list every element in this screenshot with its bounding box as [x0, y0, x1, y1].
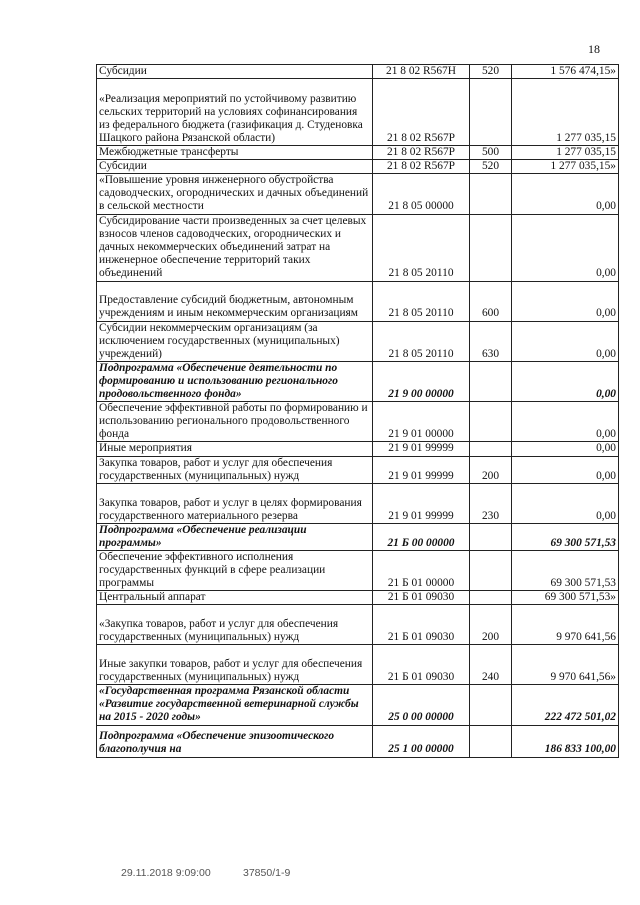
row-sum: 69 300 571,53»	[512, 591, 619, 605]
row-sum: 0,00	[512, 483, 619, 523]
row-type	[470, 550, 512, 590]
row-name: Субсидии	[97, 65, 373, 79]
row-name: Закупка товаров, работ и услуг для обеспечения государственных (муниципальных) нужд	[97, 456, 373, 483]
row-code: 21 Б 00 00000	[373, 523, 470, 550]
row-sum: 69 300 571,53	[512, 550, 619, 590]
row-name: Субсидии	[97, 160, 373, 174]
row-code: 21 9 00 00000	[373, 361, 470, 401]
table-row	[97, 65, 619, 79]
row-type: 230	[470, 483, 512, 523]
row-type: 600	[470, 281, 512, 321]
row-code: 21 9 01 99999	[373, 442, 470, 456]
row-type: 630	[470, 321, 512, 361]
page-number: 18	[588, 42, 600, 56]
table-row	[97, 605, 619, 645]
row-sum: 9 970 641,56»	[512, 645, 619, 685]
row-type: 520	[470, 160, 512, 174]
row-code: 21 Б 01 09030	[373, 605, 470, 645]
row-sum: 0,00	[512, 281, 619, 321]
row-sum: 1 277 035,15	[512, 146, 619, 160]
row-code: 21 9 01 99999	[373, 456, 470, 483]
row-type: 200	[470, 605, 512, 645]
row-type: 520	[470, 65, 512, 79]
row-code: 21 8 05 20110	[373, 214, 470, 281]
footer-doc-number: 37850/1-9	[243, 867, 291, 879]
row-type	[470, 725, 512, 757]
row-type	[470, 591, 512, 605]
table-row	[97, 591, 619, 605]
row-type	[470, 685, 512, 725]
row-name: Центральный аппарат	[97, 591, 373, 605]
row-sum: 1 576 474,15»	[512, 65, 619, 79]
row-name: Субсидирование части произведенных за счет целевых взносов членов садоводческих, огороднических и дачных некоммерческих объединений затрат на инженерное обеспечение территорий таких объединений	[97, 214, 373, 281]
table-row	[97, 685, 619, 725]
row-type	[470, 79, 512, 146]
row-type: 500	[470, 146, 512, 160]
row-name: Предоставление субсидий бюджетным, автономным учреждениям и иным некоммерческим организациям	[97, 281, 373, 321]
table-row	[97, 645, 619, 685]
row-name: Межбюджетные трансферты	[97, 146, 373, 160]
row-code: 21 Б 01 00000	[373, 550, 470, 590]
row-sum: 1 277 035,15	[512, 79, 619, 146]
row-code: 21 8 05 00000	[373, 174, 470, 214]
row-name: Подпрограмма «Обеспечение деятельности по формированию и использованию регионального продовольственного фонда»	[97, 361, 373, 401]
row-code: 21 Б 01 09030	[373, 591, 470, 605]
row-type: 200	[470, 456, 512, 483]
row-sum: 0,00	[512, 174, 619, 214]
table-row	[97, 321, 619, 361]
row-type	[470, 523, 512, 550]
table-row	[97, 456, 619, 483]
row-name: «Закупка товаров, работ и услуг для обеспечения государственных (муниципальных) нужд	[97, 605, 373, 645]
row-sum: 0,00	[512, 402, 619, 442]
table-row	[97, 402, 619, 442]
budget-table	[96, 64, 619, 758]
row-sum: 9 970 641,56	[512, 605, 619, 645]
row-sum: 186 833 100,00	[512, 725, 619, 757]
table-row	[97, 281, 619, 321]
row-name: Иные мероприятия	[97, 442, 373, 456]
row-code: 21 9 01 00000	[373, 402, 470, 442]
row-code: 21 8 02 R567Р	[373, 160, 470, 174]
row-type	[470, 442, 512, 456]
row-sum: 69 300 571,53	[512, 523, 619, 550]
row-code: 25 1 00 00000	[373, 725, 470, 757]
row-sum: 0,00	[512, 321, 619, 361]
row-code: 21 9 01 99999	[373, 483, 470, 523]
row-name: «Государственная программа Рязанской области «Развитие государственной ветеринарной службы на 2015 - 2020 годы»	[97, 685, 373, 725]
row-sum: 1 277 035,15»	[512, 160, 619, 174]
row-type	[470, 174, 512, 214]
row-name: Обеспечение эффективной работы по формированию и использованию регионального продовольственного фонда	[97, 402, 373, 442]
row-code: 25 0 00 00000	[373, 685, 470, 725]
row-sum: 0,00	[512, 442, 619, 456]
row-name: Подпрограмма «Обеспечение реализации программы»	[97, 523, 373, 550]
row-code: 21 8 02 R567Р	[373, 146, 470, 160]
table-row	[97, 214, 619, 281]
row-type	[470, 402, 512, 442]
table-row	[97, 442, 619, 456]
row-sum: 0,00	[512, 456, 619, 483]
row-code: 21 8 05 20110	[373, 281, 470, 321]
row-name: Подпрограмма «Обеспечение эпизоотического благополучия на	[97, 725, 373, 757]
row-code: 21 8 05 20110	[373, 321, 470, 361]
row-code: 21 Б 01 09030	[373, 645, 470, 685]
table-row	[97, 523, 619, 550]
table-row	[97, 79, 619, 146]
table-row	[97, 483, 619, 523]
row-type: 240	[470, 645, 512, 685]
row-sum: 0,00	[512, 361, 619, 401]
table-row	[97, 174, 619, 214]
row-name: «Реализация мероприятий по устойчивому развитию сельских территорий на условиях софинансирования из федерального бюджета (газификация д. Студеновка Шацкого района Рязанской области)	[97, 79, 373, 146]
row-name: Иные закупки товаров, работ и услуг для обеспечения государственных (муниципальных) нужд	[97, 645, 373, 685]
row-name: Обеспечение эффективного исполнения государственных функций в сфере реализации программы	[97, 550, 373, 590]
row-type	[470, 361, 512, 401]
table-row	[97, 146, 619, 160]
row-code: 21 8 02 R567Н	[373, 65, 470, 79]
table-row	[97, 725, 619, 757]
row-type	[470, 214, 512, 281]
row-sum: 222 472 501,02	[512, 685, 619, 725]
row-name: Закупка товаров, работ и услуг в целях формирования государственного материального резерва	[97, 483, 373, 523]
table-row	[97, 550, 619, 590]
table-row	[97, 160, 619, 174]
row-sum: 0,00	[512, 214, 619, 281]
row-code: 21 8 02 R567Р	[373, 79, 470, 146]
row-name: «Повышение уровня инженерного обустройства садоводческих, огороднических и дачных объединений в сельской местности	[97, 174, 373, 214]
footer-timestamp: 29.11.2018 9:09:00	[121, 867, 211, 879]
table-row	[97, 361, 619, 401]
row-name: Субсидии некоммерческим организациям (за исключением государственных (муниципальных) учреждений)	[97, 321, 373, 361]
